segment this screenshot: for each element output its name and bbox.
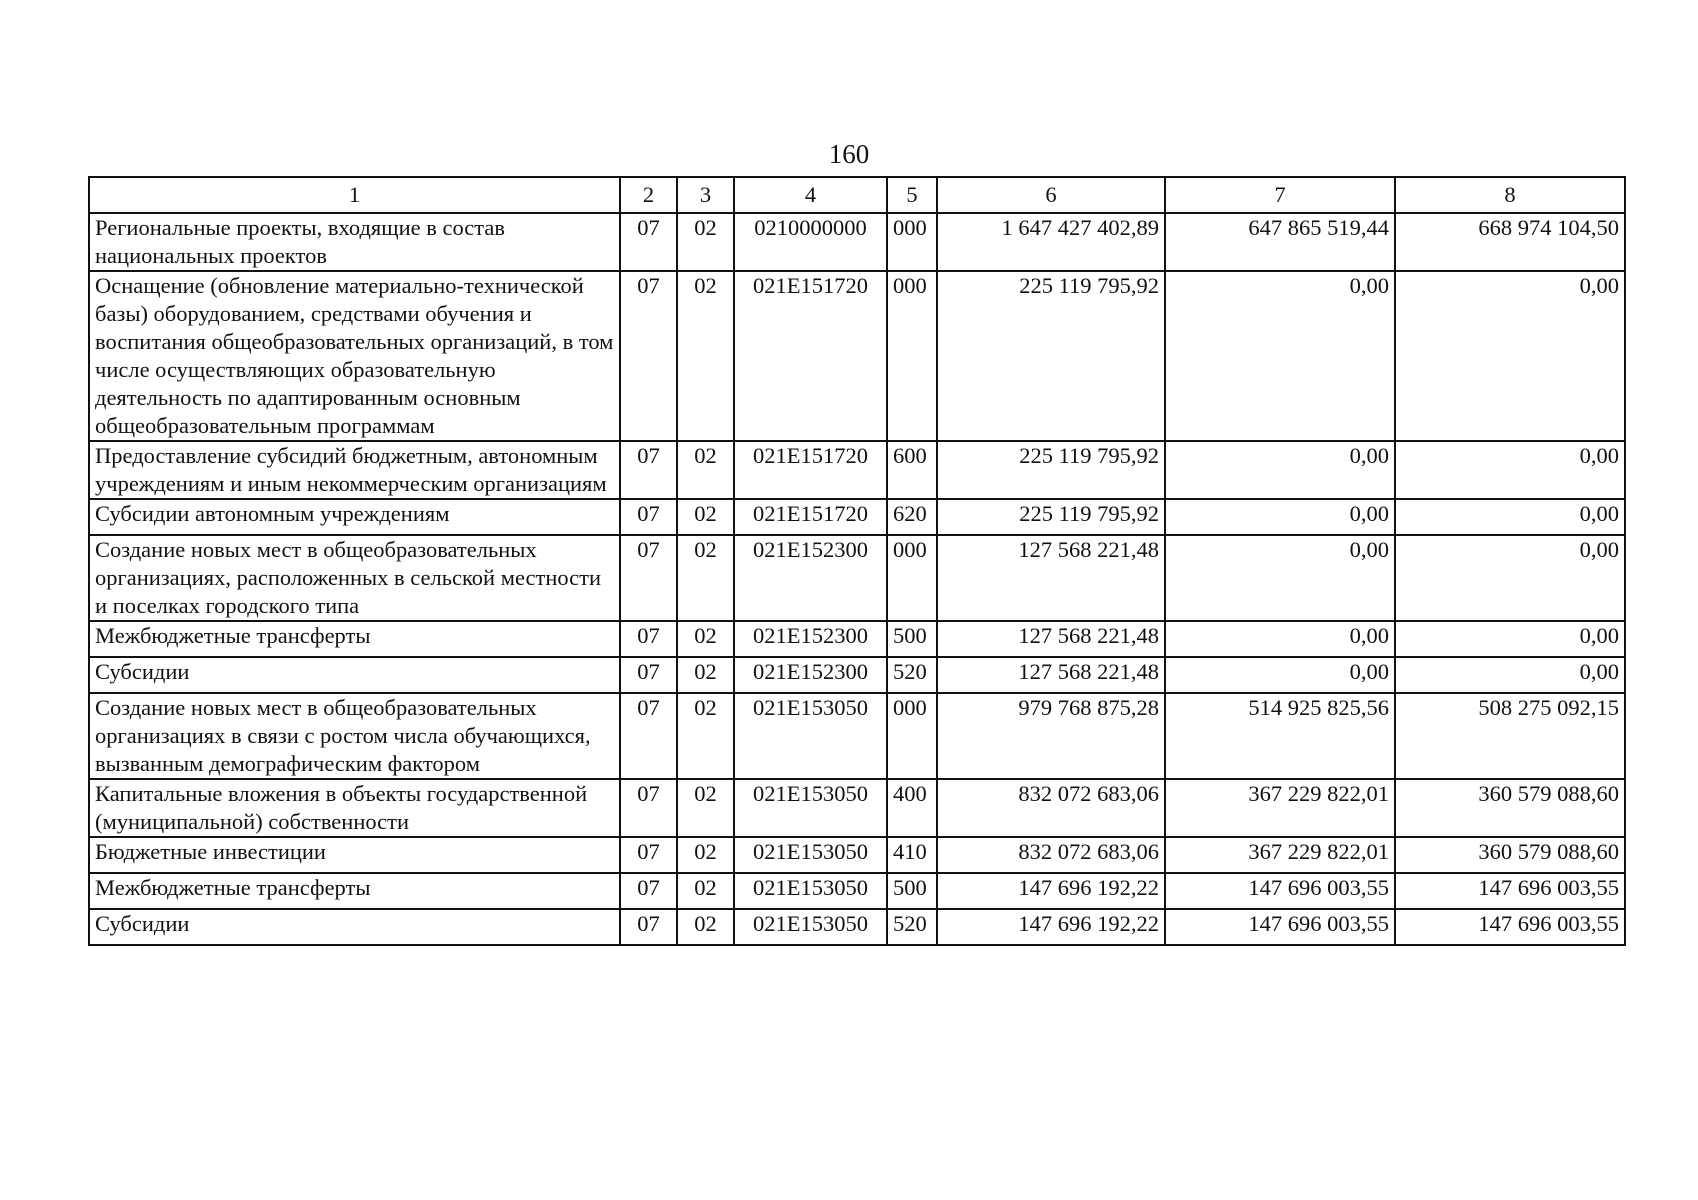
subsection-code: 02: [677, 213, 734, 271]
expense-type-code: 410: [887, 837, 937, 873]
section-code: 07: [620, 657, 677, 693]
section-code: 07: [620, 441, 677, 499]
subsection-code: 02: [677, 657, 734, 693]
expense-type-code: 620: [887, 499, 937, 535]
target-article-code: 021E153050: [734, 837, 887, 873]
header-row: [89, 177, 1625, 213]
amount-col-6: 979 768 875,28: [937, 693, 1165, 779]
section-code: 07: [620, 693, 677, 779]
target-article-code: 021E153050: [734, 873, 887, 909]
expense-type-code: 000: [887, 693, 937, 779]
subsection-code: 02: [677, 779, 734, 837]
table-row: [89, 271, 1625, 441]
subsection-code: 02: [677, 837, 734, 873]
subsection-code: 02: [677, 621, 734, 657]
section-code: 07: [620, 837, 677, 873]
amount-col-7: 367 229 822,01: [1165, 837, 1395, 873]
amount-col-7: 0,00: [1165, 621, 1395, 657]
amount-col-8: 147 696 003,55: [1395, 909, 1625, 945]
target-article-code: 021E152300: [734, 657, 887, 693]
expense-type-code: 600: [887, 441, 937, 499]
amount-col-8: 147 696 003,55: [1395, 873, 1625, 909]
expense-type-code: 520: [887, 909, 937, 945]
amount-col-6: 832 072 683,06: [937, 779, 1165, 837]
table-row: [89, 657, 1625, 693]
section-code: 07: [620, 779, 677, 837]
section-code: 07: [620, 499, 677, 535]
table-row: [89, 779, 1625, 837]
amount-col-7: 0,00: [1165, 657, 1395, 693]
amount-col-7: 147 696 003,55: [1165, 873, 1395, 909]
section-code: 07: [620, 909, 677, 945]
column-header-6: 6: [937, 177, 1165, 213]
target-article-code: 021E153050: [734, 909, 887, 945]
amount-col-7: 0,00: [1165, 499, 1395, 535]
row-name: Межбюджетные трансферты: [89, 873, 620, 909]
amount-col-7: 147 696 003,55: [1165, 909, 1395, 945]
amount-col-6: 147 696 192,22: [937, 873, 1165, 909]
budget-table: [88, 176, 1626, 946]
amount-col-6: 127 568 221,48: [937, 621, 1165, 657]
subsection-code: 02: [677, 873, 734, 909]
amount-col-6: 225 119 795,92: [937, 271, 1165, 441]
expense-type-code: 500: [887, 621, 937, 657]
column-header-8: 8: [1395, 177, 1625, 213]
subsection-code: 02: [677, 535, 734, 621]
table-row: [89, 535, 1625, 621]
amount-col-8: 0,00: [1395, 271, 1625, 441]
expense-type-code: 520: [887, 657, 937, 693]
expense-type-code: 500: [887, 873, 937, 909]
amount-col-8: 0,00: [1395, 499, 1625, 535]
amount-col-7: 0,00: [1165, 271, 1395, 441]
target-article-code: 021E153050: [734, 693, 887, 779]
amount-col-6: 127 568 221,48: [937, 657, 1165, 693]
table-row: [89, 441, 1625, 499]
amount-col-6: 127 568 221,48: [937, 535, 1165, 621]
target-article-code: 021E151720: [734, 441, 887, 499]
amount-col-6: 1 647 427 402,89: [937, 213, 1165, 271]
amount-col-8: 360 579 088,60: [1395, 837, 1625, 873]
section-code: 07: [620, 213, 677, 271]
table-row: [89, 213, 1625, 271]
amount-col-8: 508 275 092,15: [1395, 693, 1625, 779]
subsection-code: 02: [677, 909, 734, 945]
row-name: Бюджетные инвестиции: [89, 837, 620, 873]
amount-col-6: 225 119 795,92: [937, 499, 1165, 535]
table-row: [89, 873, 1625, 909]
section-code: 07: [620, 271, 677, 441]
row-name: Создание новых мест в общеобразовательных организациях в связи с ростом числа обучающихся, вызванным демографическим фактором: [89, 693, 620, 779]
row-name: Создание новых мест в общеобразовательных организациях, расположенных в сельской местности и поселках городского типа: [89, 535, 620, 621]
amount-col-8: 0,00: [1395, 621, 1625, 657]
row-name: Региональные проекты, входящие в состав национальных проектов: [89, 213, 620, 271]
column-header-2: 2: [620, 177, 677, 213]
row-name: Субсидии автономным учреждениям: [89, 499, 620, 535]
amount-col-7: 367 229 822,01: [1165, 779, 1395, 837]
amount-col-6: 225 119 795,92: [937, 441, 1165, 499]
amount-col-7: 514 925 825,56: [1165, 693, 1395, 779]
table-row: [89, 837, 1625, 873]
target-article-code: 0210000000: [734, 213, 887, 271]
section-code: 07: [620, 873, 677, 909]
table-row: [89, 499, 1625, 535]
subsection-code: 02: [677, 271, 734, 441]
subsection-code: 02: [677, 441, 734, 499]
table-row: [89, 909, 1625, 945]
section-code: 07: [620, 621, 677, 657]
amount-col-8: 0,00: [1395, 657, 1625, 693]
column-header-1: 1: [89, 177, 620, 213]
target-article-code: 021E151720: [734, 499, 887, 535]
subsection-code: 02: [677, 499, 734, 535]
target-article-code: 021E153050: [734, 779, 887, 837]
amount-col-7: 0,00: [1165, 441, 1395, 499]
amount-col-7: 647 865 519,44: [1165, 213, 1395, 271]
column-header-3: 3: [677, 177, 734, 213]
expense-type-code: 400: [887, 779, 937, 837]
amount-col-7: 0,00: [1165, 535, 1395, 621]
row-name: Оснащение (обновление материально-технической базы) оборудованием, средствами обучения и воспитания общеобразовательных организаций, в том числе осуществляющих образовательную деятельность по адаптированным основным общеобразовательным программам: [89, 271, 620, 441]
column-header-4: 4: [734, 177, 887, 213]
amount-col-8: 0,00: [1395, 441, 1625, 499]
target-article-code: 021E152300: [734, 535, 887, 621]
expense-type-code: 000: [887, 271, 937, 441]
column-header-5: 5: [887, 177, 937, 213]
subsection-code: 02: [677, 693, 734, 779]
section-code: 07: [620, 535, 677, 621]
amount-col-6: 832 072 683,06: [937, 837, 1165, 873]
amount-col-8: 360 579 088,60: [1395, 779, 1625, 837]
target-article-code: 021E151720: [734, 271, 887, 441]
column-header-7: 7: [1165, 177, 1395, 213]
row-name: Субсидии: [89, 909, 620, 945]
amount-col-6: 147 696 192,22: [937, 909, 1165, 945]
amount-col-8: 668 974 104,50: [1395, 213, 1625, 271]
table-row: [89, 693, 1625, 779]
row-name: Предоставление субсидий бюджетным, автономным учреждениям и иным некоммерческим организациям: [89, 441, 620, 499]
page-number: 160: [828, 139, 870, 169]
row-name: Капитальные вложения в объекты государственной (муниципальной) собственности: [89, 779, 620, 837]
table-row: [89, 621, 1625, 657]
row-name: Субсидии: [89, 657, 620, 693]
target-article-code: 021E152300: [734, 621, 887, 657]
expense-type-code: 000: [887, 213, 937, 271]
expense-type-code: 000: [887, 535, 937, 621]
amount-col-8: 0,00: [1395, 535, 1625, 621]
row-name: Межбюджетные трансферты: [89, 621, 620, 657]
